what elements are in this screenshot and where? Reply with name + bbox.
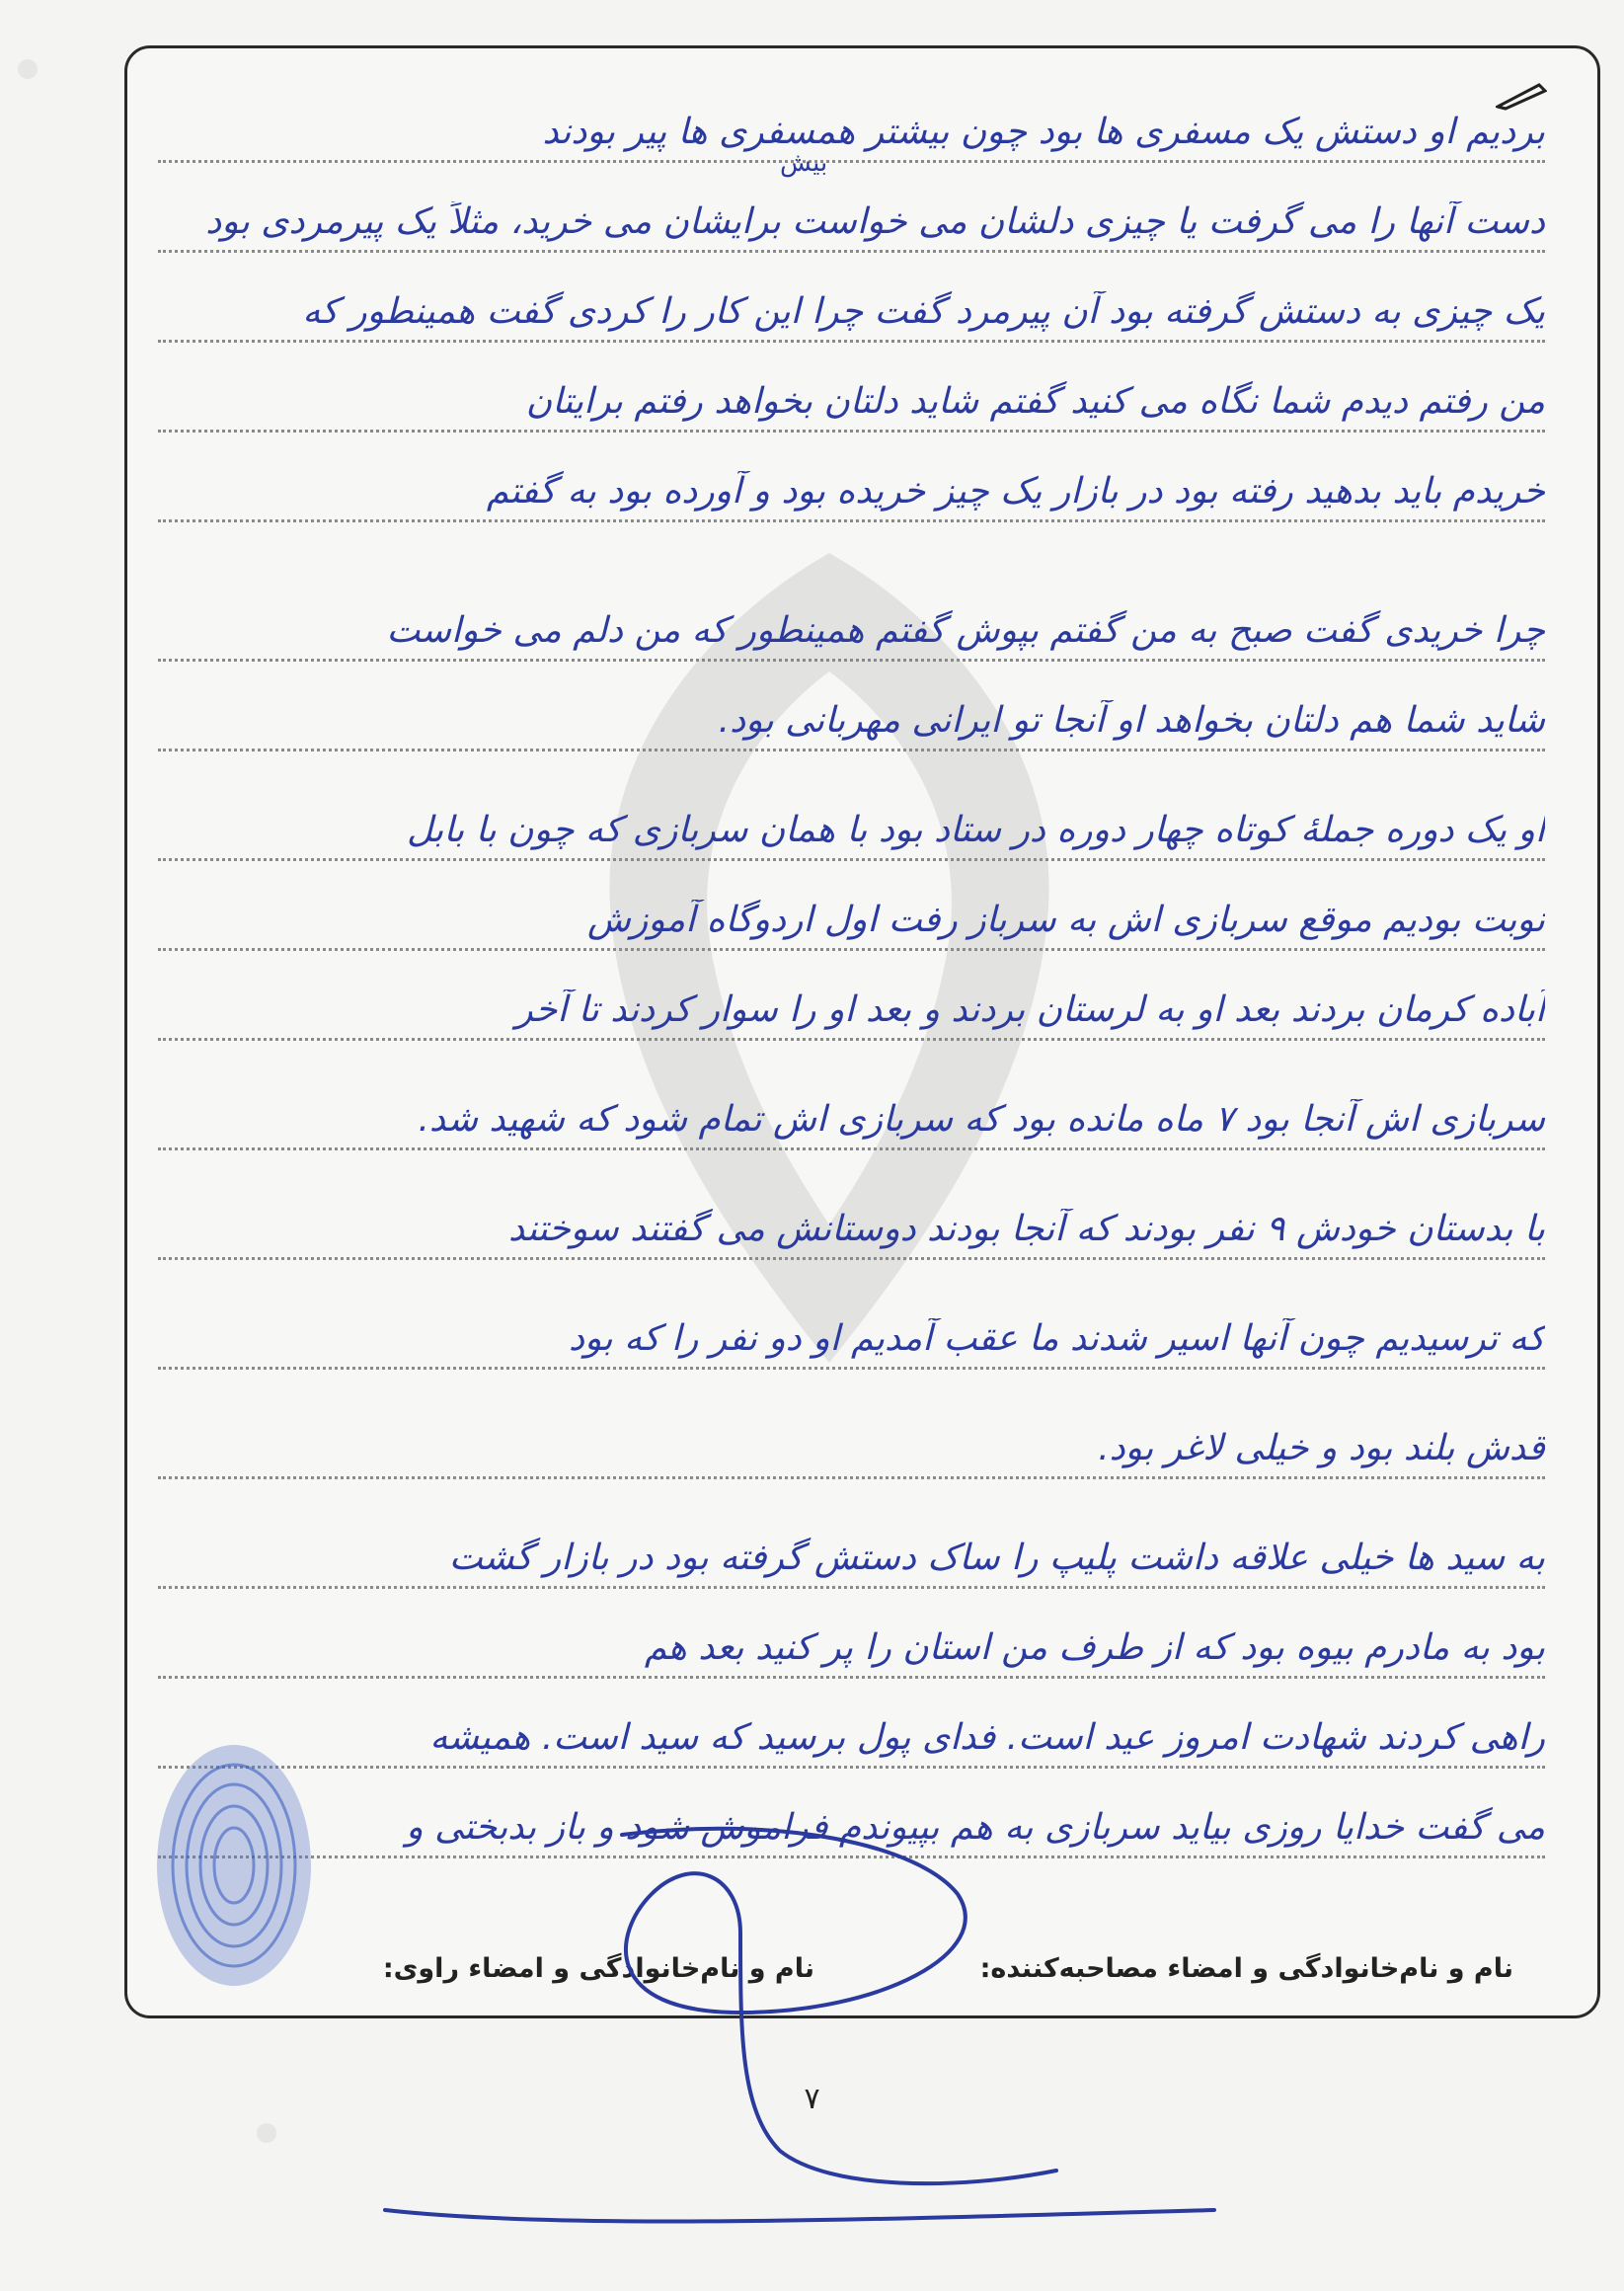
- line-text: که ترسیدیم چون آنها اسیر شدند ما عقب آمدیم او دو نفر را که بود: [569, 1318, 1545, 1359]
- line-text: به سید ها خیلی علاقه داشت پلیپ را ساک دستش گرفته بود در بازار گشت: [448, 1538, 1545, 1578]
- line-text: بردیم او دستش یک مسفری ها بود چون بیشتر همسفری ها پیر بودند: [542, 112, 1545, 152]
- signature-scribble: [365, 1815, 1234, 2250]
- handwritten-line: [158, 349, 1545, 433]
- narrator-signature-label: نام و نام‌خانوادگی و امضاء راوی:: [382, 1953, 814, 1984]
- handwritten-line: [158, 867, 1545, 951]
- handwritten-line: [158, 777, 1545, 861]
- handwritten-line: [158, 1395, 1545, 1479]
- handwritten-line: [158, 1685, 1545, 1769]
- handwritten-line: [158, 1066, 1545, 1150]
- line-text: او یک دوره جملهٔ کوتاه چهار دوره در ستاد بود با همان سربازی که چون با بابل: [407, 810, 1545, 850]
- punch-hole: [18, 59, 38, 79]
- line-text: من رفتم دیدم شما نگاه می کنید گفتم شاید دلتان بخواهد رفتم برایتان: [525, 381, 1545, 422]
- line-text: شاید شما هم دلتان بخواهد او آنجا تو ایرانی مهربانی بود.: [718, 700, 1545, 741]
- line-text: یک چیزی به دستش گرفته بود آن پیرمرد گفت چرا این کار را کردی گفت همینطور که: [302, 291, 1545, 332]
- fingerprint-mark: [150, 1736, 318, 1995]
- handwritten-line: [158, 1595, 1545, 1679]
- handwritten-line: [158, 438, 1545, 522]
- line-text: چرا خریدی گفت صبح به من گفتم بپوش گفتم همینطور که من دلم می خواست: [386, 610, 1545, 651]
- handwritten-line: [158, 1286, 1545, 1370]
- handwritten-line: [158, 578, 1545, 662]
- interviewer-signature-label: نام و نام‌خانوادگی و امضاء مصاحبه‌کننده:: [979, 1953, 1513, 1984]
- line-text: خریدم باید بدهید رفته بود در بازار یک چیز خریده بود و آورده بود به گفتم: [486, 471, 1545, 512]
- handwritten-line: [158, 79, 1545, 163]
- line-text: بود به مادرم بیوه بود که از طرف من استان را پر کنید بعد هم: [644, 1627, 1545, 1668]
- line-text: نوبت بودیم موقع سربازی اش به سرباز رفت اول اردوگاه آموزش: [586, 900, 1545, 940]
- handwritten-line: [158, 169, 1545, 253]
- interlinear-note: بیش: [780, 148, 828, 178]
- handwritten-line: [158, 1176, 1545, 1260]
- handwritten-line: [158, 957, 1545, 1041]
- line-text: قدش بلند بود و خیلی لاغر بود.: [1098, 1428, 1545, 1468]
- handwritten-line: [158, 1505, 1545, 1589]
- line-text: راهی کردند شهادت امروز عید است. فدای پول برسید که سید است. همیشه: [429, 1717, 1545, 1758]
- line-text: دست آنها را می گرفت یا چیزی دلشان می خواست برایشان می خرید، مثلاً یک پیرمردی بود: [205, 201, 1545, 242]
- handwritten-line: [158, 668, 1545, 751]
- page-number: ۷: [804, 2082, 820, 2116]
- line-text: با بدستان خودش ۹ نفر بودند که آنجا بودند دوستانش می گفتند سوختند: [508, 1209, 1545, 1249]
- handwritten-line: [158, 259, 1545, 343]
- line-text: سربازی اش آنجا بود ۷ ماه مانده بود که سربازی اش تمام شود که شهید شد.: [418, 1099, 1545, 1140]
- punch-hole: [257, 2123, 276, 2143]
- line-text: آباده کرمان بردند بعد او به لرستان بردند و بعد او را سوار کردند تا آخر: [515, 989, 1545, 1030]
- line-text: می گفت خدایا روزی بیاید سربازی به هم بپیوندم فراموش شود و باز بدبختی و: [406, 1807, 1545, 1848]
